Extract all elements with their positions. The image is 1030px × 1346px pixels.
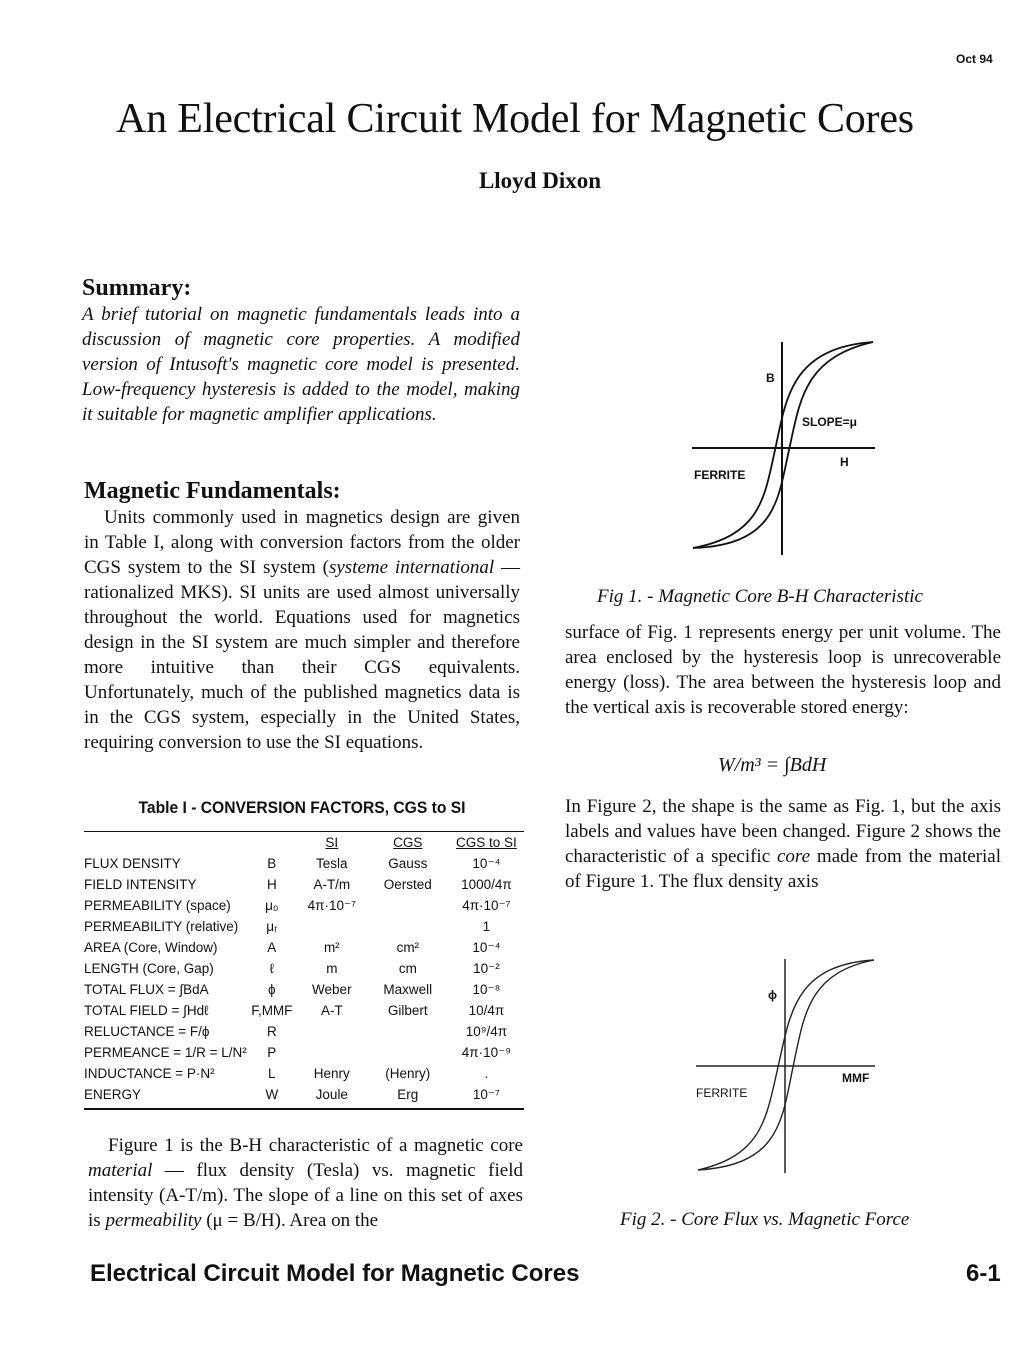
table-cell: 10⁻⁴ <box>472 940 501 955</box>
summary-text: A brief tutorial on magnetic fundamentals leads into a discussion of magnetic core properties. A modified version of Intusoft's magnetic core model is presented. Low-frequency hysteresis is added to the model, making it suitable for magnetic amplifier applications. <box>82 304 520 425</box>
table-cell: Gauss <box>388 856 428 871</box>
table-cell <box>297 916 367 937</box>
italic-run: material <box>88 1160 153 1181</box>
table-cell: ℓ <box>269 961 274 976</box>
table-row <box>84 979 524 1000</box>
conversion-table <box>84 831 524 1110</box>
table-cell: Weber <box>312 982 352 997</box>
table-cell: m² <box>323 940 340 955</box>
header-cell: SI <box>325 835 339 850</box>
table-row <box>84 853 524 874</box>
table-cell: A-T <box>320 1003 343 1018</box>
page-title: An Electrical Circuit Model for Magnetic Cores <box>116 96 914 142</box>
table-row <box>84 958 524 979</box>
table-cell: cm <box>398 961 417 976</box>
table-cell: 10⁹/4π <box>465 1024 508 1039</box>
table-bottom-rule <box>84 1108 524 1110</box>
table-cell: W <box>265 1087 279 1102</box>
table-cell <box>297 1042 367 1063</box>
header-cell: CGS to SI <box>456 835 517 850</box>
table-cell: ϕ <box>268 982 276 997</box>
footer-title: Electrical Circuit Model for Magnetic Cores <box>90 1260 580 1287</box>
table-cell: INDUCTANCE = P·N² <box>84 1066 215 1081</box>
text-run: made from the material of Figure 1. The flux density axis <box>565 846 1001 892</box>
table-cell: ENERGY <box>84 1087 142 1102</box>
magnetic-fundamentals-heading: Magnetic Fundamentals: <box>84 478 341 504</box>
table-cell <box>367 1042 449 1063</box>
b-axis-label: B <box>766 371 775 385</box>
table-cell: Oersted <box>383 877 432 892</box>
energy-equation: W/m³ = ∫BdH <box>718 754 827 776</box>
table-cell: Henry <box>313 1066 350 1081</box>
table-cell: FIELD INTENSITY <box>84 877 197 892</box>
table-cell: FLUX DENSITY <box>84 856 181 871</box>
table-cell: 4π·10⁻⁷ <box>462 898 511 913</box>
table-row <box>84 895 524 916</box>
table-cell: Erg <box>397 1087 419 1102</box>
table-cell: 1000/4π <box>461 877 512 892</box>
table-cell: TOTAL FLUX = ∫BdA <box>84 982 209 997</box>
figure1-paragraph <box>88 1133 523 1233</box>
table-cell: Tesla <box>316 856 348 871</box>
curve-left-branch <box>698 960 874 1170</box>
table-header-row <box>84 832 524 853</box>
table-cell: P <box>267 1045 277 1060</box>
table-cell: 10⁻⁴ <box>472 856 501 871</box>
text-run: Units commonly used in magnetics design are given in Table I, along with conversion factors from the older CGS system to the SI system ( <box>84 507 520 578</box>
text-run: In Figure 2, the shape is the same as Fig. 1, but the axis labels and values have been changed. Figure 2 shows the characteristic of a specific <box>565 796 1001 867</box>
ferrite-label: FERRITE <box>696 1086 748 1100</box>
table-cell: (Henry) <box>385 1066 431 1081</box>
table-cell <box>297 1021 367 1042</box>
italic-run: systeme international <box>328 557 495 578</box>
italic-run: core <box>777 846 811 867</box>
table-cell: RELUCTANCE = F/ϕ <box>84 1024 210 1039</box>
mmf-axis-label: MMF <box>842 1071 870 1085</box>
table-cell: L <box>268 1066 276 1081</box>
ferrite-label: FERRITE <box>694 468 746 482</box>
table-cell: 10⁻⁸ <box>472 982 501 997</box>
table-cell: R <box>266 1024 277 1039</box>
figure1-caption: Fig 1. - Magnetic Core B-H Characteristic <box>597 586 923 607</box>
figure2-paragraph <box>565 794 1001 894</box>
table-row <box>84 937 524 958</box>
curve-right-branch <box>698 960 874 1170</box>
text-run: Figure 1 is the B-H characteristic of a magnetic core <box>108 1135 523 1156</box>
italic-run: permeability <box>105 1210 202 1231</box>
table-cell: 4π·10⁻⁹ <box>461 1045 512 1060</box>
table-cell: B <box>267 856 277 871</box>
table-cell: AREA (Core, Window) <box>84 940 218 955</box>
table-cell: PERMEABILITY (space) <box>84 898 231 913</box>
author-name: Lloyd Dixon <box>478 168 602 193</box>
text-run: — rationalized MKS). SI units are used almost universally throughout the world. Equations used for magnetics design in the SI system are much simpler and therefore more intuitive than their CGS equivalents. Unfortunately, much of the published magnetics data is in the CGS system, especially in the United States, requiring conversion to use the SI equations. <box>84 557 521 753</box>
table-cell <box>367 916 449 937</box>
table-cell: A <box>267 940 277 955</box>
table-cell: Maxwell <box>383 982 433 997</box>
slope-label: SLOPE=μ <box>802 415 858 429</box>
h-axis-label: H <box>840 455 849 469</box>
table-cell: μ₀ <box>265 898 279 913</box>
table-row <box>84 916 524 937</box>
table-cell: A-T/m <box>313 877 351 892</box>
table-row <box>84 1063 524 1084</box>
phi-axis-label: ϕ <box>768 988 777 1002</box>
figure1-bh-curve <box>690 340 890 560</box>
table-cell <box>367 895 449 916</box>
date-label: Oct 94 <box>956 52 993 66</box>
table-row <box>84 1084 524 1105</box>
table-cell: PERMEANCE = 1/R = L/N² <box>84 1045 247 1060</box>
table-row <box>84 874 524 895</box>
table-cell: TOTAL FIELD = ∫Hdℓ <box>84 1003 209 1018</box>
table-caption: Table I - CONVERSION FACTORS, CGS to SI <box>138 798 466 817</box>
text-run: — flux density (Tesla) vs. magnetic field intensity (A-T/m). The slope of a line on this set of axes is <box>88 1160 523 1231</box>
table-cell: cm² <box>396 940 420 955</box>
table-cell: LENGTH (Core, Gap) <box>84 961 214 976</box>
page-number: 6-1 <box>966 1260 1001 1287</box>
header-cell: CGS <box>393 835 423 850</box>
header-cell <box>84 832 247 853</box>
table-cell: PERMEABILITY (relative) <box>84 919 239 934</box>
table-cell: 10⁻² <box>473 961 500 976</box>
energy-paragraph: surface of Fig. 1 represents energy per unit volume. The area enclosed by the hysteresis loop is unrecoverable energy (loss). The area between the hysteresis loop and the vertical axis is recoverable stored energy: <box>565 622 1001 718</box>
table-row <box>84 1000 524 1021</box>
text-run: (μ = B/H). Area on the <box>201 1210 379 1231</box>
table-cell: μᵣ <box>266 919 278 934</box>
table-cell: 10/4π <box>468 1003 505 1018</box>
table-cell: Joule <box>315 1087 348 1102</box>
figure2-flux-mmf-curve <box>690 955 890 1175</box>
table-cell <box>367 1021 449 1042</box>
table-cell: 1 <box>482 919 491 934</box>
table-cell: . <box>484 1066 489 1081</box>
table-cell: Gilbert <box>387 1003 428 1018</box>
table-cell: H <box>266 877 277 892</box>
table-row <box>84 1021 524 1042</box>
table-cell: 10⁻⁷ <box>472 1087 500 1102</box>
figure2-caption: Fig 2. - Core Flux vs. Magnetic Force <box>620 1209 910 1230</box>
summary-heading: Summary: <box>82 275 192 301</box>
table-cell: F,MMF <box>251 1003 293 1018</box>
magnetic-fundamentals-text <box>84 505 520 755</box>
table-cell: m <box>326 961 338 976</box>
header-cell <box>247 832 297 853</box>
table-body <box>84 832 524 1105</box>
table-cell: 4π·10⁻⁷ <box>307 898 356 913</box>
table-row <box>84 1042 524 1063</box>
